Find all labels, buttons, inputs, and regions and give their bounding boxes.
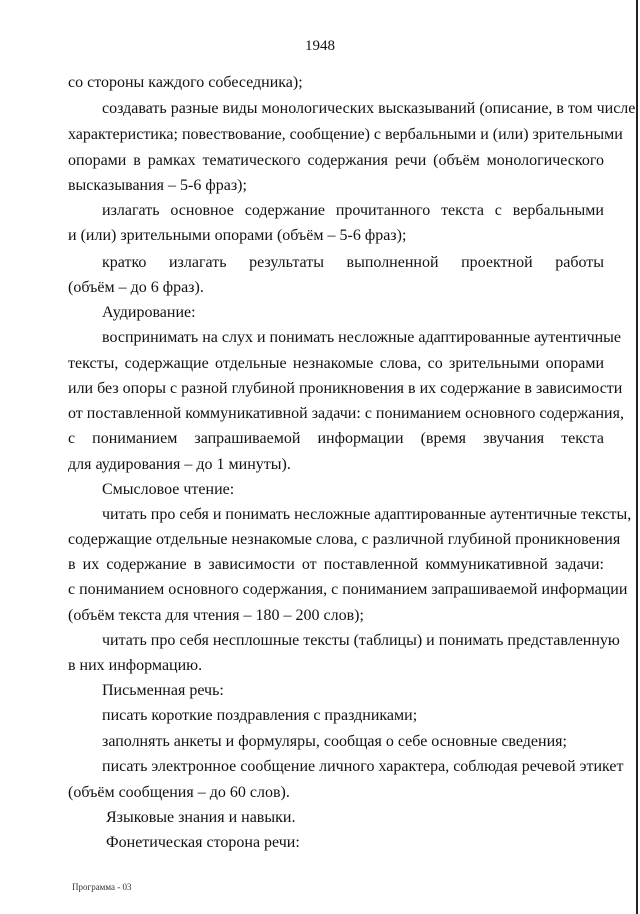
text-line: и (или) зрительными опорами (объём – 5-6 фраз); [68,227,407,244]
page-number: 1948 [305,38,335,54]
text-line: читать про себя и понимать несложные адаптированные аутентичные тексты, [102,506,632,523]
text-line: заполнять анкеты и формуляры, сообщая о себе основные сведения; [102,733,567,750]
section-heading: Фонетическая сторона речи: [106,834,300,851]
section-heading: Языковые знания и навыки. [106,809,296,826]
text-line: для аудирования – до 1 минуты). [68,456,291,473]
text-line: или без опоры с разной глубиной проникновения в их содержание в зависимости [68,380,623,397]
text-line: с пониманием основного содержания, с пониманием запрашиваемой информации [68,581,628,598]
scan-edge-line [636,0,638,914]
footer-label: Программа - 03 [72,882,132,892]
text-line: со стороны каждого собеседника); [68,74,303,91]
text-line: в них информацию. [68,657,203,674]
text-line: создавать разные виды монологических высказываний (описание, в том числе [102,100,636,117]
text-line: характеристика; повествование, сообщение) с вербальными и (или) зрительными [68,126,623,143]
text-line: (объём сообщения – до 60 слов). [68,784,290,801]
section-heading: Аудирование: [102,304,196,321]
text-line: от поставленной коммуникативной задачи: с пониманием основного содержания, [68,405,624,422]
text-line: тексты, содержащие отдельные незнакомые слова, со зрительными опорами [68,355,604,372]
text-line: с пониманием запрашиваемой информации (время звучания текста [68,430,604,447]
text-line: излагать основное содержание прочитанного текста с вербальными [102,202,604,219]
text-line: читать про себя несплошные тексты (таблицы) и понимать представленную [102,632,620,649]
text-line: писать короткие поздравления с праздниками; [102,707,418,724]
text-line: (объём текста для чтения – 180 – 200 слов); [68,607,364,624]
text-line: писать электронное сообщение личного характера, соблюдая речевой этикет [102,758,624,775]
text-line: высказывания – 5-6 фраз); [68,177,247,194]
text-line: (объём – до 6 фраз). [68,279,204,296]
section-heading: Письменная речь: [102,682,224,699]
text-line: в их содержание в зависимости от поставленной коммуникативной задачи: [68,556,604,573]
section-heading: Смысловое чтение: [102,481,235,498]
text-line: кратко излагать результаты выполненной проектной работы [102,254,604,271]
text-line: опорами в рамках тематического содержания речи (объём монологического [68,152,604,169]
text-line: содержащие отдельные незнакомые слова, с различной глубиной проникновения [68,531,621,548]
text-line: воспринимать на слух и понимать несложные адаптированные аутентичные [102,329,622,346]
